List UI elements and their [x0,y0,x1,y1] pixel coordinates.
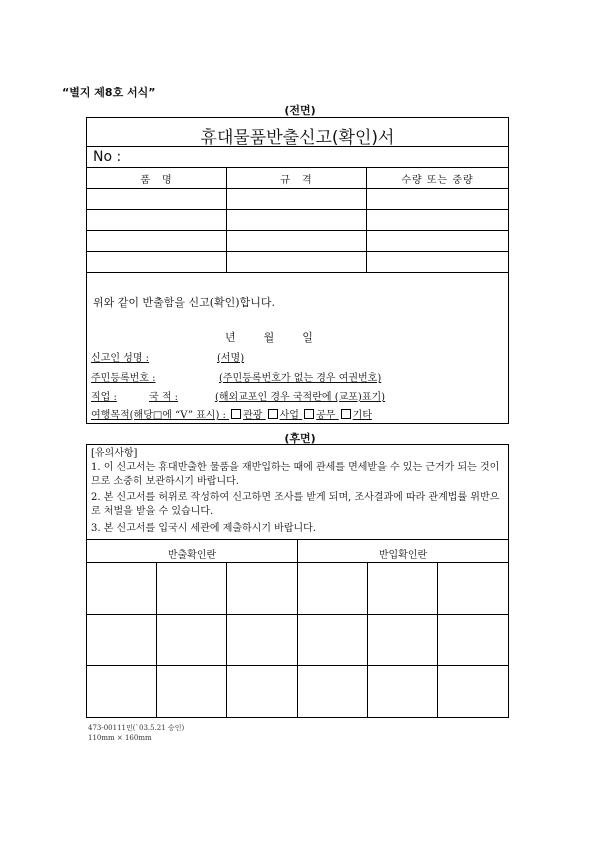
import-confirm-cell[interactable] [438,563,508,614]
form-approval-number: 473-00111민(`03.5.21 승인) [88,724,185,732]
export-confirm-cell[interactable] [227,563,297,614]
form-size-label: 110mm × 160mm [88,734,152,742]
date-line[interactable]: 년 월 일 [225,331,315,344]
purpose-official-checkbox[interactable] [304,409,314,419]
import-confirm-cell[interactable] [368,666,437,717]
column-header-spec: 규 격 [280,175,313,186]
import-confirm-cell[interactable] [438,615,508,665]
back-side-label: (후면) [284,432,316,445]
form-title: 휴대물품반출신고(확인)서 [200,128,395,148]
item-cell-row1[interactable] [87,189,226,209]
applicant-name-label: 신고인 성명 : [91,353,150,364]
quantity-cell-row1[interactable] [367,189,508,209]
nationality-label: 국 적 : [149,392,179,403]
column-header-item: 품 명 [140,175,173,186]
import-confirm-cell[interactable] [438,666,508,717]
export-confirm-cell[interactable] [87,615,156,665]
quantity-cell-row4[interactable] [367,252,508,272]
quantity-cell-row2[interactable] [367,210,508,230]
form-number-label: “별지 제8호 서식” [62,86,156,99]
spec-cell-row4[interactable] [227,252,366,272]
declaration-statement: 위와 같이 반출함을 신고(확인)합니다. [93,296,275,309]
purpose-other-label: 기타 [352,410,372,421]
item-cell-row2[interactable] [87,210,226,230]
import-confirm-cell[interactable] [368,615,437,665]
export-confirm-cell[interactable] [157,615,226,665]
export-confirm-cell[interactable] [87,666,156,717]
import-confirm-cell[interactable] [368,563,437,614]
travel-purpose-row [91,406,372,421]
spec-cell-row1[interactable] [227,189,366,209]
purpose-other-checkbox[interactable] [341,409,351,419]
nationality-note[interactable]: (해외교포인 경우 국적란에 (교포)표기) [215,392,386,403]
item-cell-row4[interactable] [87,252,226,272]
purpose-business-checkbox[interactable] [268,409,278,419]
back-form [86,444,509,718]
column-header-quantity: 수량 또는 중량 [401,175,474,186]
import-confirm-cell[interactable] [298,666,367,717]
front-form [86,117,509,424]
export-confirm-cell[interactable] [227,615,297,665]
purpose-tourism-checkbox[interactable] [231,409,241,419]
import-confirm-header: 반입확인란 [378,550,428,561]
note-item-2: 2. 본 신고서를 허위로 작성하여 신고하면 조사를 받게 되며, 조사결과에 따라 관계법률 위반으로 처벌을 받을 수 있습니다. [91,492,500,517]
export-confirm-cell[interactable] [87,563,156,614]
export-confirm-cell[interactable] [157,563,226,614]
export-confirm-cell[interactable] [157,666,226,717]
export-confirm-header: 반출확인란 [167,550,217,561]
notes-title: [유의사항] [91,448,138,459]
purpose-tourism-label: 관광 [243,410,263,421]
purpose-official-label: 공무 [316,410,336,421]
note-item-1: 1. 이 신고서는 휴대반출한 물품을 재반입하는 때에 관세를 면세받을 수 있는 근거가 되는 것이므로 소중히 보관하시기 바랍니다. [91,462,500,487]
export-confirm-cell[interactable] [227,666,297,717]
item-cell-row3[interactable] [87,231,226,251]
resident-number-label: 주민등록번호 : [91,373,156,384]
note-item-3: 3. 본 신고서를 입국시 세관에 제출하시기 바랍니다. [91,523,316,534]
import-confirm-cell[interactable] [298,615,367,665]
front-side-label: (전면) [284,104,316,117]
signature-label[interactable]: (서명) [217,353,245,364]
purpose-business-label: 사업 [279,410,299,421]
occupation-label: 직업 : [91,392,117,403]
spec-cell-row2[interactable] [227,210,366,230]
form-no-label: No : [93,149,122,165]
quantity-cell-row3[interactable] [367,231,508,251]
import-confirm-cell[interactable] [298,563,367,614]
spec-cell-row3[interactable] [227,231,366,251]
travel-purpose-label: 여행목적(해당□에 “V” 표시) : [91,410,226,421]
resident-number-note[interactable]: (주민등록번호가 없는 경우 여권번호) [219,373,382,384]
